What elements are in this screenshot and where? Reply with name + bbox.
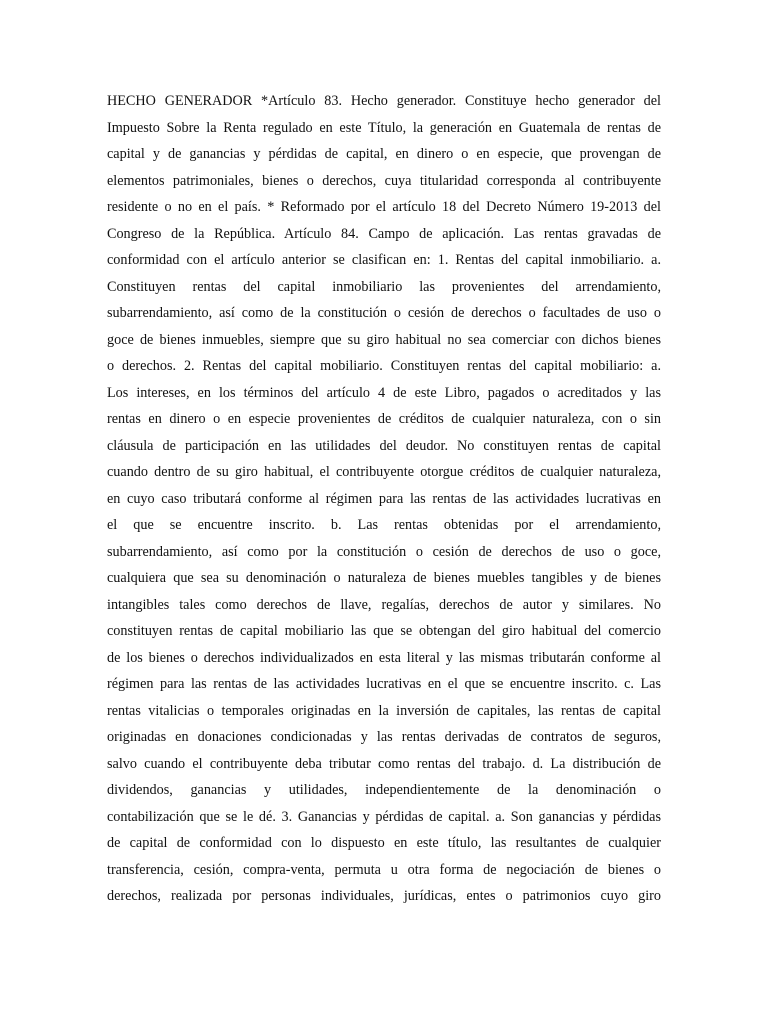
text-line: cláusula de participación en las utilidades del deudor. No constituyen rentas de capital — [107, 437, 661, 454]
text-line: transferencia, cesión, compra-venta, permuta u otra forma de negociación de bienes o — [107, 861, 661, 878]
text-line: HECHO GENERADOR *Artículo 83. Hecho generador. Constituye hecho generador del — [107, 93, 661, 109]
text-line: derechos, realizada por personas individuales, jurídicas, entes o patrimonios cuyo giro — [107, 888, 661, 904]
text-line: Constituyen rentas del capital inmobiliario las provenientes del arrendamiento, — [107, 278, 661, 295]
text-line: el que se encuentre inscrito. b. Las rentas obtenidas por el arrendamiento, — [107, 517, 661, 533]
text-line: rentas en dinero o en especie provenientes de créditos de cualquier naturaleza, con o sin — [107, 411, 661, 427]
text-line: residente o no en el país. * Reformado por el artículo 18 del Decreto Número 19-2013 del — [107, 199, 661, 215]
text-line: dividendos, ganancias y utilidades, independientemente de la denominación o — [107, 782, 661, 798]
text-line: en cuyo caso tributará conforme al régimen para las rentas de las actividades lucrativas en — [107, 490, 661, 507]
text-line: cualquiera que sea su denominación o naturaleza de bienes muebles tangibles y de bienes — [107, 570, 661, 586]
text-line: o derechos. 2. Rentas del capital mobiliario. Constituyen rentas del capital mobiliario: a. — [107, 358, 661, 374]
text-line: capital y de ganancias y pérdidas de capital, en dinero o en especie, que provengan de — [107, 146, 661, 162]
text-line: originadas en donaciones condicionadas y las rentas derivadas de contratos de seguros, — [107, 729, 661, 745]
document-body-text — [107, 88, 661, 910]
text-line: cuando dentro de su giro habitual, el contribuyente otorgue créditos de cualquier naturaleza, — [107, 464, 661, 480]
text-line: contabilización que se le dé. 3. Ganancias y pérdidas de capital. a. Son ganancias y pérdidas — [107, 808, 661, 825]
text-line: subarrendamiento, así como por la constitución o cesión de derechos de uso o goce, — [107, 543, 661, 560]
text-line: intangibles tales como derechos de llave, regalías, derechos de autor y similares. No — [107, 596, 661, 613]
text-line: de capital de conformidad con lo dispuesto en este título, las resultantes de cualquier — [107, 835, 661, 851]
text-line: subarrendamiento, así como de la constitución o cesión de derechos o facultades de uso o — [107, 305, 661, 321]
text-line: salvo cuando el contribuyente deba tributar como rentas del trabajo. d. La distribución de — [107, 755, 661, 772]
text-line: elementos patrimoniales, bienes o derechos, cuya titularidad corresponda al contribuyente — [107, 172, 661, 189]
text-line: Los intereses, en los términos del artículo 4 de este Libro, pagados o acreditados y las — [107, 384, 661, 401]
text-line: rentas vitalicias o temporales originadas en la inversión de capitales, las rentas de capital — [107, 702, 661, 719]
text-line: constituyen rentas de capital mobiliario las que se obtengan del giro habitual del comercio — [107, 623, 661, 639]
text-line: Congreso de la República. Artículo 84. Campo de aplicación. Las rentas gravadas de — [107, 225, 661, 242]
text-line: de los bienes o derechos individualizados en esta literal y las mismas tributarán conforme al — [107, 649, 661, 666]
text-line: conformidad con el artículo anterior se clasifican en: 1. Rentas del capital inmobiliario. a. — [107, 252, 661, 268]
text-line: Impuesto Sobre la Renta regulado en este Título, la generación en Guatemala de rentas de — [107, 119, 661, 136]
text-line: régimen para las rentas de las actividades lucrativas en el que se encuentre inscrito. c. Las — [107, 676, 661, 692]
text-line: goce de bienes inmuebles, siempre que su giro habitual no sea comerciar con dichos bienes — [107, 331, 661, 348]
